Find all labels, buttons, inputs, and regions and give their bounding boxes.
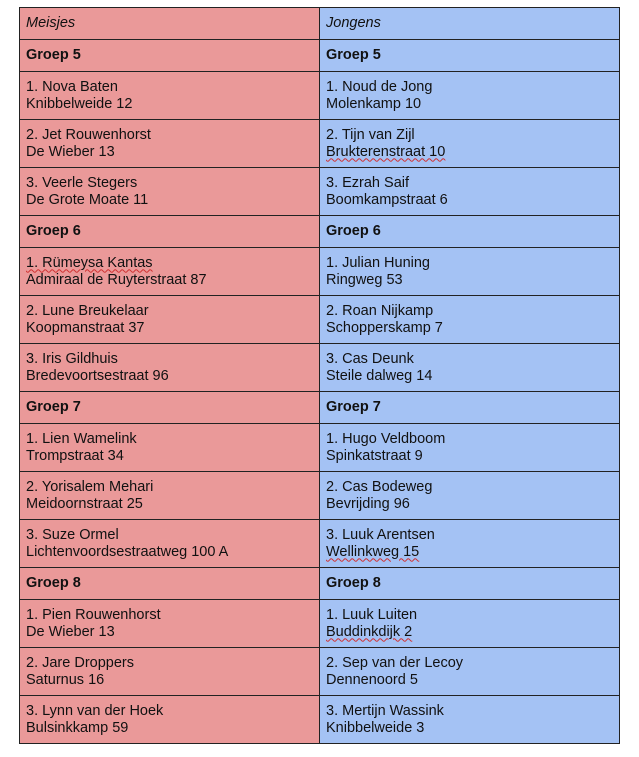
- boy-address: Boomkampstraat 6: [326, 191, 448, 208]
- girl-address: Admiraal de Ruyterstraat 87: [26, 271, 207, 288]
- group-label-boys: Groep 6: [320, 216, 620, 248]
- results-table: [19, 7, 620, 744]
- boy-address: Bevrijding 96: [326, 495, 410, 512]
- boy-address: Wellinkweg 15: [326, 543, 420, 560]
- table-row: [20, 648, 620, 696]
- group-label-girls: Groep 5: [20, 40, 320, 72]
- table-row: [20, 520, 620, 568]
- table-row: [20, 248, 620, 296]
- girl-cell: [20, 696, 320, 744]
- girl-cell: [20, 72, 320, 120]
- boy-cell: [320, 120, 620, 168]
- girl-name: 1. Pien Rouwenhorst: [26, 606, 161, 623]
- boy-address: Molenkamp 10: [326, 95, 422, 112]
- girl-address: De Wieber 13: [26, 143, 115, 160]
- girl-cell: [20, 520, 320, 568]
- boy-cell: [320, 648, 620, 696]
- boy-cell: [320, 424, 620, 472]
- girl-name: 3. Suze Ormel: [26, 526, 119, 543]
- boy-name: 2. Tijn van Zijl: [326, 126, 415, 143]
- boy-name: 3. Luuk Arentsen: [326, 526, 435, 543]
- boy-name: 2. Sep van der Lecoy: [326, 654, 464, 671]
- group-row: [20, 392, 620, 424]
- girl-address: Saturnus 16: [26, 671, 105, 688]
- boy-cell: [320, 344, 620, 392]
- girl-name: 3. Lynn van der Hoek: [26, 702, 164, 719]
- boy-address: Buddinkdijk 2: [326, 623, 413, 640]
- girl-name: 1. Lien Wamelink: [26, 430, 137, 447]
- girl-cell: [20, 296, 320, 344]
- girl-address: De Grote Moate 11: [26, 191, 149, 208]
- group-row: [20, 40, 620, 72]
- header-row: [20, 8, 620, 40]
- boy-cell: [320, 696, 620, 744]
- group-label-girls: Groep 6: [20, 216, 320, 248]
- girl-address: Lichtenvoordsestraatweg 100 A: [26, 543, 229, 560]
- boy-address: Dennenoord 5: [326, 671, 418, 688]
- girl-address: Bulsinkkamp 59: [26, 719, 129, 736]
- boy-address: Steile dalweg 14: [326, 367, 433, 384]
- girl-cell: [20, 168, 320, 216]
- table-row: [20, 120, 620, 168]
- group-label-girls: Groep 8: [20, 568, 320, 600]
- girl-address: Koopmanstraat 37: [26, 319, 145, 336]
- group-label-boys: Groep 7: [320, 392, 620, 424]
- header-boys: Jongens: [320, 8, 620, 40]
- girl-cell: [20, 600, 320, 648]
- boy-cell: [320, 168, 620, 216]
- boy-cell: [320, 72, 620, 120]
- boy-cell: [320, 296, 620, 344]
- girl-name: 1. Nova Baten: [26, 78, 118, 95]
- girl-cell: [20, 424, 320, 472]
- girl-address: Meidoornstraat 25: [26, 495, 143, 512]
- girl-name: 2. Jare Droppers: [26, 654, 134, 671]
- boy-cell: [320, 248, 620, 296]
- girl-cell: [20, 472, 320, 520]
- girl-cell: [20, 248, 320, 296]
- boy-name: 3. Mertijn Wassink: [326, 702, 444, 719]
- boy-address: Ringweg 53: [326, 271, 403, 288]
- table-row: [20, 600, 620, 648]
- girl-address: Trompstraat 34: [26, 447, 124, 464]
- table-row: [20, 344, 620, 392]
- girl-name: 3. Veerle Stegers: [26, 174, 138, 191]
- boy-cell: [320, 472, 620, 520]
- table-row: [20, 72, 620, 120]
- girl-address: De Wieber 13: [26, 623, 115, 640]
- boy-address: Schopperskamp 7: [326, 319, 443, 336]
- group-label-boys: Groep 5: [320, 40, 620, 72]
- boy-name: 1. Hugo Veldboom: [326, 430, 446, 447]
- table-row: [20, 168, 620, 216]
- girl-cell: [20, 344, 320, 392]
- boy-cell: [320, 520, 620, 568]
- girl-cell: [20, 648, 320, 696]
- boy-name: 2. Roan Nijkamp: [326, 302, 434, 319]
- table-row: [20, 424, 620, 472]
- table-row: [20, 696, 620, 744]
- girl-address: Bredevoortsestraat 96: [26, 367, 169, 384]
- girl-name: 2. Jet Rouwenhorst: [26, 126, 151, 143]
- girl-name: 2. Lune Breukelaar: [26, 302, 149, 319]
- girl-name: 3. Iris Gildhuis: [26, 350, 118, 367]
- boy-cell: [320, 600, 620, 648]
- girl-name: 2. Yorisalem Mehari: [26, 478, 154, 495]
- girl-cell: [20, 120, 320, 168]
- group-label-boys: Groep 8: [320, 568, 620, 600]
- group-label-girls: Groep 7: [20, 392, 320, 424]
- boy-name: 3. Cas Deunk: [326, 350, 414, 367]
- girl-address: Knibbelweide 12: [26, 95, 133, 112]
- group-row: [20, 216, 620, 248]
- girl-name: 1. Rümeysa Kantas: [26, 254, 153, 271]
- boy-address: Spinkatstraat 9: [326, 447, 423, 464]
- header-girls: Meisjes: [20, 8, 320, 40]
- boy-name: 3. Ezrah Saif: [326, 174, 410, 191]
- boy-name: 1. Julian Huning: [326, 254, 430, 271]
- boy-name: 2. Cas Bodeweg: [326, 478, 433, 495]
- group-row: [20, 568, 620, 600]
- boy-address: Brukterenstraat 10: [326, 143, 446, 160]
- boy-address: Knibbelweide 3: [326, 719, 425, 736]
- table-row: [20, 296, 620, 344]
- table-row: [20, 472, 620, 520]
- boy-name: 1. Luuk Luiten: [326, 606, 418, 623]
- boy-name: 1. Noud de Jong: [326, 78, 433, 95]
